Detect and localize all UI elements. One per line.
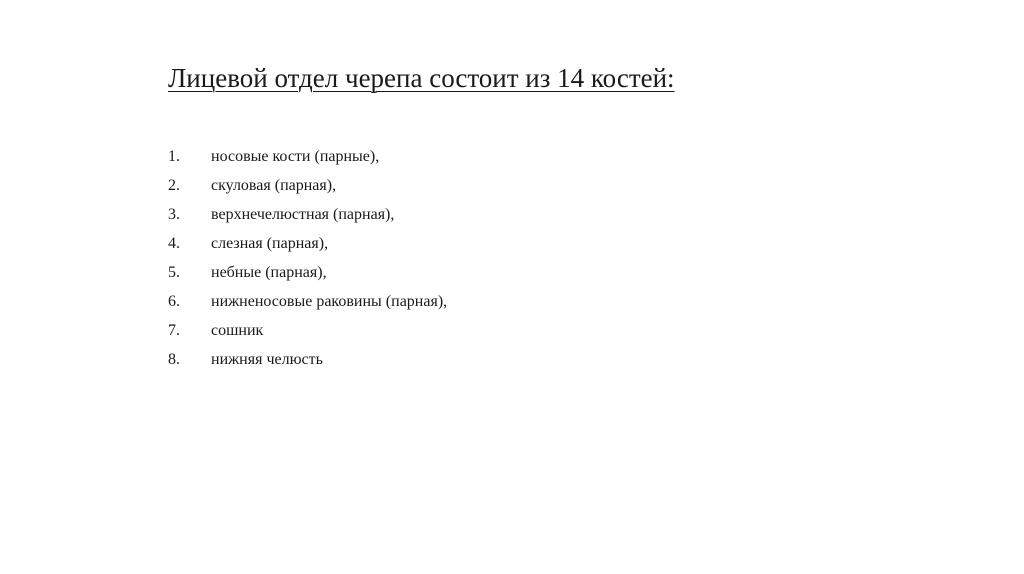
list-item-number: 2. bbox=[168, 177, 180, 194]
list-item-number: 1. bbox=[168, 148, 180, 165]
list-item-number: 6. bbox=[168, 293, 180, 310]
list-item-number: 5. bbox=[168, 264, 180, 281]
list-item bbox=[168, 142, 447, 171]
list-item bbox=[168, 316, 447, 345]
list-item-text: нижняя челюсть bbox=[211, 351, 323, 368]
list-item-text: верхнечелюстная (парная), bbox=[211, 206, 395, 223]
list-item-text: нижненосовые раковины (парная), bbox=[211, 293, 448, 310]
slide-title: Лицевой отдел черепа состоит из 14 костей: bbox=[168, 63, 675, 93]
list-item-text: сошник bbox=[211, 322, 264, 339]
list-item-text: скуловая (парная), bbox=[211, 177, 337, 194]
list-item-number: 8. bbox=[168, 351, 180, 368]
list-item bbox=[168, 200, 447, 229]
list-item bbox=[168, 287, 447, 316]
list-item-text: слезная (парная), bbox=[211, 235, 329, 252]
list-item bbox=[168, 258, 447, 287]
list-item-number: 7. bbox=[168, 322, 180, 339]
list-item bbox=[168, 345, 447, 374]
list-item-number: 4. bbox=[168, 235, 180, 252]
list-item-text: носовые кости (парные), bbox=[211, 148, 380, 165]
list-item-text: небные (парная), bbox=[211, 264, 327, 281]
list-item bbox=[168, 229, 447, 258]
list-item-number: 3. bbox=[168, 206, 180, 223]
list-item bbox=[168, 171, 447, 200]
bone-list bbox=[168, 142, 447, 374]
